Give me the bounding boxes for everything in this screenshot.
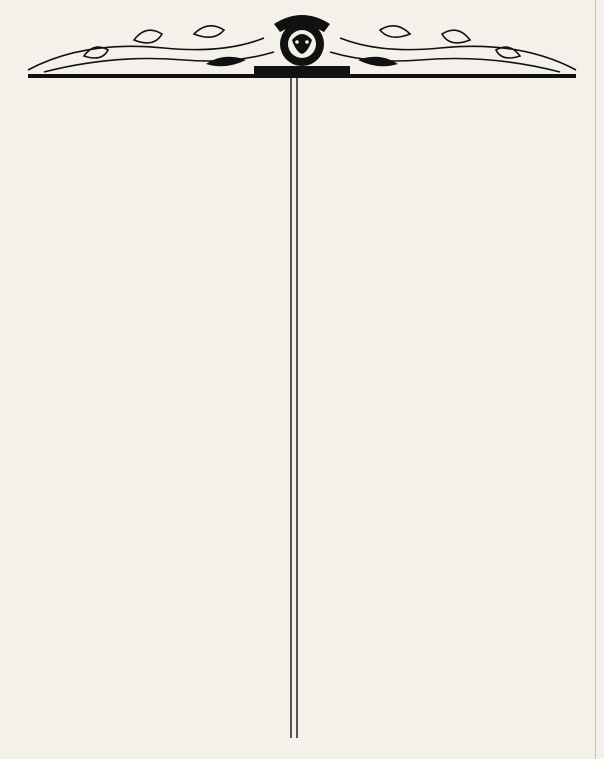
ornamental-column-divider (280, 78, 308, 738)
page-edge-rule (595, 0, 596, 759)
ornamental-banner (24, 10, 580, 80)
